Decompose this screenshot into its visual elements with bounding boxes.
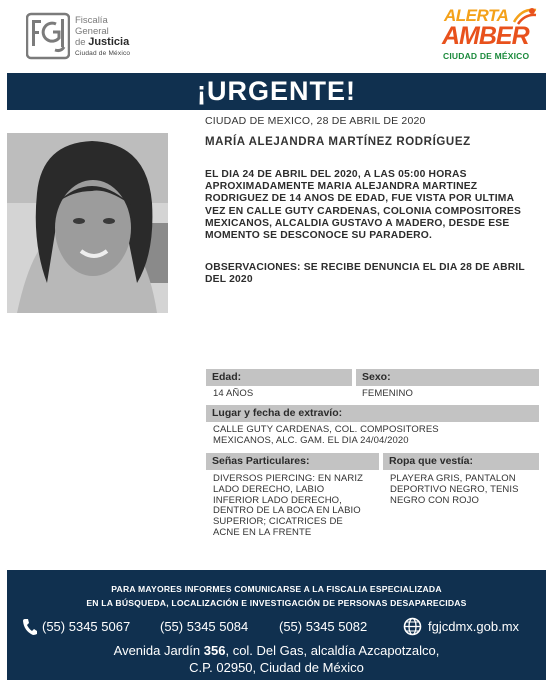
age-value: 14 AÑOS bbox=[213, 388, 254, 399]
marks-value: DIVERSOS PIERCING: EN NARIZ LADO DERECHO, LABIO INFERIOR LADO DERECHO, DENTRO DE LA BOCA EN LABIO SUPERIOR; CICATRICES DE ACNE EN LA FRENTE bbox=[213, 473, 363, 538]
phone-1[interactable]: (55) 5345 5067 bbox=[42, 619, 131, 634]
place-date: CIUDAD DE MEXICO, 28 DE ABRIL DE 2020 bbox=[205, 115, 426, 127]
address-number: 356 bbox=[203, 643, 226, 658]
address-line1 bbox=[7, 643, 546, 658]
website-link[interactable]: fgjcdmx.gob.mx bbox=[428, 619, 520, 634]
amber-line2: AMBER bbox=[442, 22, 529, 50]
observations: OBSERVACIONES: SE RECIBE DENUNCIA EL DIA 28 DE ABRIL DEL 2020 bbox=[205, 262, 525, 286]
org-line3-prefix: de bbox=[75, 37, 86, 48]
phone-icon bbox=[22, 618, 38, 636]
org-line1: Fiscalía bbox=[75, 15, 108, 26]
missing-person-photo bbox=[7, 133, 168, 313]
place-label: Lugar y fecha de extravío: bbox=[206, 405, 539, 422]
urgent-banner bbox=[7, 73, 546, 110]
org-line3-bold: Justicia bbox=[88, 36, 130, 48]
footer-line2: EN LA BÚSQUEDA, LOCALIZACIÓN E INVESTIGACIÓN DE PERSONAS DESAPARECIDAS bbox=[86, 598, 467, 608]
urgent-title: ¡URGENTE! bbox=[197, 76, 356, 106]
amber-line3: CIUDAD DE MÉXICO bbox=[443, 51, 530, 61]
clothes-value: PLAYERA GRIS, PANTALON DEPORTIVO NEGRO, TENIS NEGRO CON ROJO bbox=[390, 473, 519, 506]
marks-label: Señas Particulares: bbox=[206, 453, 379, 470]
age-label: Edad: bbox=[206, 369, 352, 386]
phone-3[interactable]: (55) 5345 5082 bbox=[279, 619, 368, 634]
description: EL DIA 24 DE ABRIL DEL 2020, A LAS 05:00 HORAS APROXIMADAMENTE MARIA ALEJANDRA MARTINEZ RODRIGUEZ DE 14 ANOS DE EDAD, FUE VISTA POR ULTIMA VEZ EN CALLE GUTY CARDENAS, COLONIA COMPOSITORES MEXICANOS, ALCALDIA GUSTAVO A MADERO, DESDE ESE MOMENTO SE DESCONOCE SU PARADERO. bbox=[205, 169, 522, 242]
clothes-label: Ropa que vestía: bbox=[383, 453, 539, 470]
missing-person-name: MARÍA ALEJANDRA MARTÍNEZ RODRÍGUEZ bbox=[205, 136, 471, 148]
address-street: Avenida Jardín bbox=[113, 643, 201, 658]
address-line2: C.P. 02950, Ciudad de México bbox=[189, 660, 364, 675]
org-line4: Ciudad de México bbox=[75, 49, 131, 57]
fgj-logo-text bbox=[75, 16, 130, 59]
globe-icon bbox=[403, 617, 422, 636]
fgj-logo-icon bbox=[26, 10, 70, 62]
address-suffix: , col. Del Gas, alcaldía Azcapotzalco, bbox=[225, 643, 440, 658]
fgj-logo bbox=[26, 10, 146, 66]
org-line2: General bbox=[75, 25, 109, 37]
phone-2[interactable]: (55) 5345 5084 bbox=[160, 619, 249, 634]
sex-label: Sexo: bbox=[356, 369, 539, 386]
footer-line1: PARA MAYORES INFORMES COMUNICARSE A LA FISCALIA ESPECIALIZADA bbox=[111, 584, 442, 594]
place-value: CALLE GUTY CARDENAS, COL. COMPOSITORES MEXICANOS, ALC. GAM. EL DIA 24/04/2020 bbox=[213, 424, 439, 446]
contact-footer bbox=[7, 570, 546, 680]
sex-value: FEMENINO bbox=[362, 388, 413, 399]
amber-line1: ALERTA bbox=[444, 6, 509, 25]
amber-alert-logo bbox=[440, 6, 540, 68]
